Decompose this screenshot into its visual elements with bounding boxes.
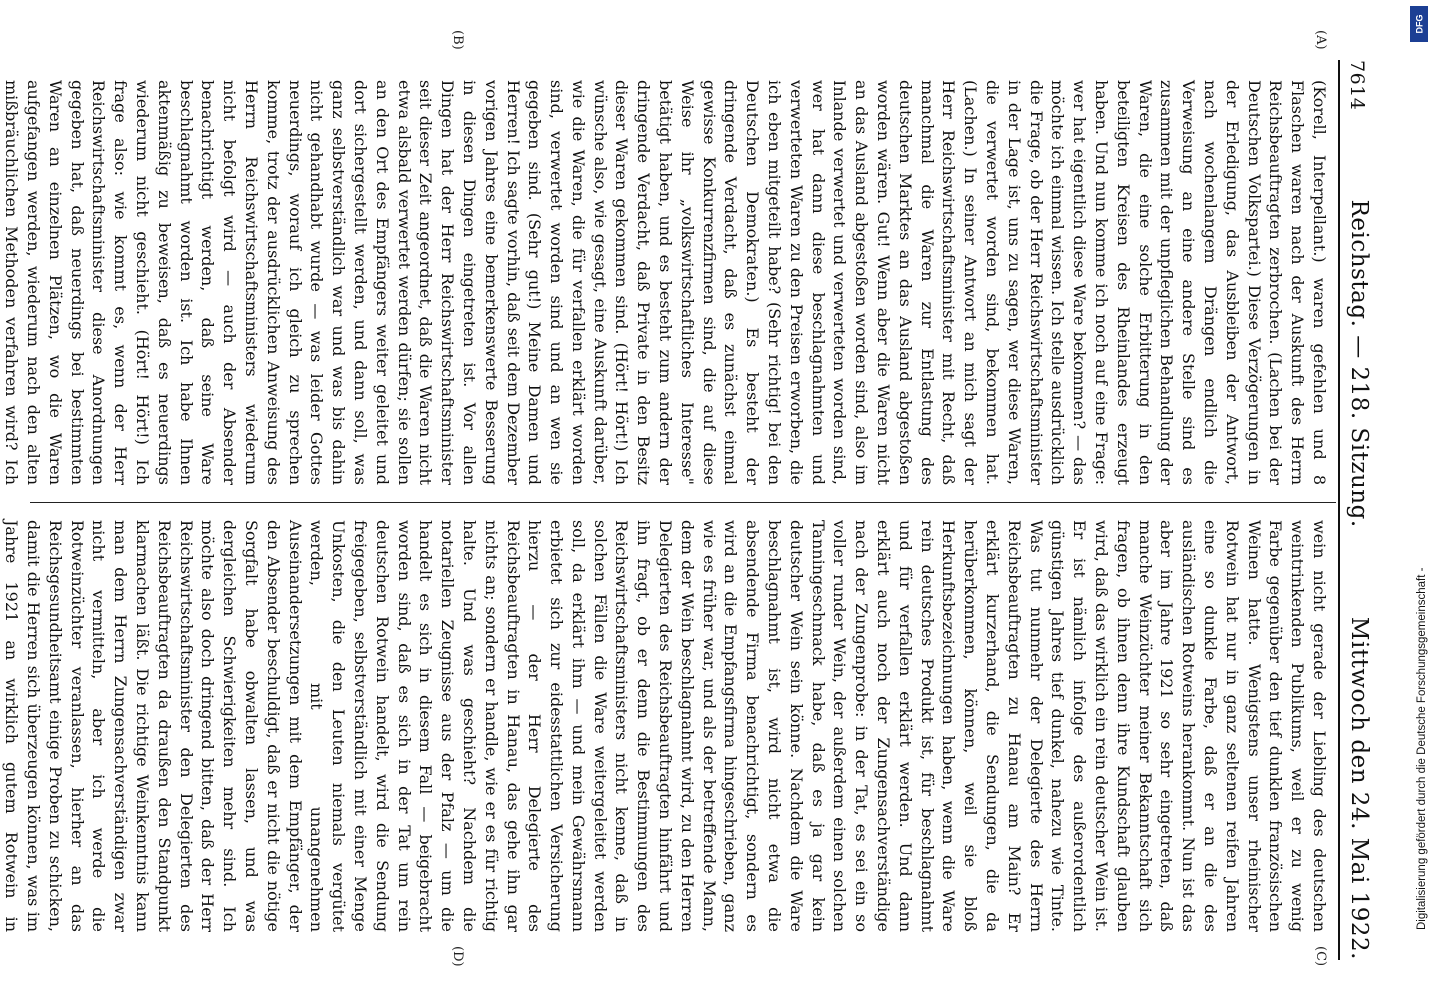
right-column-text: wein nicht gerade der Liebling des deutschen weintrinkenden Publikums, weil er zu wenig Farbe gegenüber den tief dunklen französischen Weinen hatte. Wenigstens unser rheinischer Rotwein hat nur in ganz seltenen reifen Jahren eine so dunkle Farbe, daß er an die des ausländischen Rotweins herankommt. Nun ist das aber im Jahre 1921 so sehr eingetreten, daß manche Weinzüchter meiner Bekanntschaft sich fragen, ob ihnen denn ihre Kundschaft glauben wird, daß das wirklich ein rein deutscher Wein ist. Er ist nämlich infolge des außerordentlich günstigen Jahres tief dunkel, nahezu wie Tinte. Was tut nunmehr der Delegierte des Herrn Reichsbeauftragten zu Hanau am Main? Er erklärt kurzerhand, die Sendungen, die da herüberkommen, können, weil sie bloß Herkunftsbezeichnungen haben, wenn die Ware rein deutsches Produkt ist, für beschlagnahmt und für verfallen erklärt werden. Und dann erklärt auch noch der Zungensachverständige nach der Zungenprobe: in der Tat, es sei ein so voller runder Wein, der außerdem einen solchen Tanningeschmack habe, daß es ja gar kein deutscher Wein sein könne. Nachdem die Ware beschlagnahmt ist, wird nicht etwa die absendende Firma benachrichtigt, sondern es wird an die Empfangsfirma hingeschrieben, ganz wie es früher war, und als der betreffende Mann, dem der Wein beschlagnahmt wird, zu den Herren Delegierten des Reichsbeauftragten hinfährt und ihn fragt, ob er denn die Bestimmungen des Reichswirtschaftsministers nicht kenne, daß in solchen Fällen die Ware weitergeleitet werden soll, da erklärt ihm — und mein Gewährsmann erbietet sich zur eidesstattlichen Versicherung hierzu — der Herr Delegierte des Reichsbeauftragten in Hanau, das gehe ihn gar nichts an; sondern er handle, wie er es für richtig halte. Und was geschieht? Nachdem die notariellen Zeugnisse aus der Pfalz — um die handelt es sich in diesem Fall — beigebracht worden sind, daß es sich in der Tat um rein deutschen Rotwein handelt, wird die Sendung freigegeben, selbstverständlich mit einer Menge Unkosten, die den Leuten niemals vergütet werden, mit unangenehmen Auseinandersetzungen mit dem Empfänger, der den Absender beschuldigt, daß er nicht die nötige Sorgfalt habe obwalten lassen, und was dergleichen Schwierigkeiten mehr sind. Ich möchte also doch dringend bitten, daß der Herr Reichswirtschaftsminister den Delegierten des Reichsbeauftragten da draußen den Standpunkt klarmachen läßt. Die richtige Weinkenntnis kann man dem Herrn Zungensachverständigen zwar nicht vermitteln, aber ich werde die Rotweinzüchter veranlassen, hierher an das Reichsgesundheitsamt einige Proben zu schicken, damit die Herren sich überzeugen können, was im Jahre 1921 an wirklich gutem Rotwein in	[2, 520, 1329, 932]
right-column	[2, 520, 1330, 932]
dfg-logo-text: DFG	[1414, 14, 1424, 34]
header-rule	[1338, 60, 1340, 960]
header-title-right: Mittwoch den 24. Mai 1922.	[1346, 616, 1372, 960]
left-column	[2, 80, 1330, 485]
column-divider	[30, 502, 1336, 503]
margin-letter-b: (B)	[450, 30, 465, 50]
margin-letter-c: (C)	[1313, 946, 1328, 967]
digitization-notice: Digitalisierung gefördert durch die Deutsche Forschungsgemeinschaft -	[1416, 567, 1428, 930]
left-column-text: (Korell, Interpellant.) waren gefehlen und 8 Flaschen waren nach der Auskunft des Herrn Reichsbeauftragten zerbrochen. (Lachen bei der Deutschen Volkspartei.) Diese Verzögerungen in der Erledigung, das Ausbleiben der Antwort, nach wochenlangem Drängen endlich die Verweisung an eine andere Stelle sind es zusammen mit der unpfleglichen Behandlung der Waren, die eine solche Erbitterung in den beteiligten Kreisen des Rheinlandes erzeugt haben. Und nun komme ich noch auf eine Frage: wer hat eigentlich diese Ware bekommen? — das möchte ich einmal wissen. Ich stelle ausdrücklich die Frage, ob der Herr Reichswirtschaftsminister in der Lage ist, uns zu sagen, wer diese Waren, die verwertet worden sind, bekommen hat. (Lachen.) In seiner Antwort an mich sagt der Herr Reichswirtschaftsminister mit Recht, daß manchmal die Waren zur Entlastung des deutschen Marktes an das Ausland abgestoßen worden wären. Gut! Wenn aber die Waren nicht an das Ausland abgestoßen worden sind, also im Inlande verwertet und verwerteten worden sind, wer hat dann diese beschlagnahmten und verwerteten Waren zu den Preisen erworben, die ich eben mitgeteilt habe? (Sehr richtig! bei den Deutschen Demokraten.) Es besteht der dringende Verdacht, daß es zunächst einmal gewisse Konkurrenzfirmen sind, die auf diese Weise ihr „volkswirtschaftliches Interesse" betätigt haben, und es besteht zum andern der dringende Verdacht, daß Private in den Besitz dieser Waren gekommen sind. (Hört! Hört!) Ich wünsche also, wie gesagt, eine Auskunft darüber, wie die Waren, die für verfallen erklärt worden sind, verwertet worden sind und an wen sie gegeben sind. (Sehr gut!) Meine Damen und Herren! Ich sagte vorhin, daß seit dem Dezember vorigen Jahres eine bemerkenswerte Besserung in diesen Dingen eingetreten ist. Vor allen Dingen hat der Herr Reichswirtschaftsminister seit dieser Zeit angeordnet, daß die Waren nicht etwa alsbald verwertet werden dürfen; sie sollen an den Ort des Empfängers weiter geleitet und dort sichergestellt werden, und dann soll, was ganz selbstverständlich war und was bis dahin nicht gehandhabt wurde — was leider Gottes neuerdings, worauf ich gleich zu sprechen komme, trotz der ausdrücklichen Anweisung des Herrn Reichswirtschaftsministers wiederum nicht befolgt wird — auch der Absender benachrichtigt werden, daß seine Ware beschlagnahmt worden ist. Ich habe Ihnen aktenmäßig zu beweisen, daß es neuerdings wiederum nicht geschieht. (Hört! Hört!) Ich frage also: wie kommt es, wenn der Herr Reichswirtschaftsminister diese Anordnungen gegeben hat, daß neuerdings bei bestimmten Waren an einzelnen Plätzen, wo die Waren aufgefangen werden, wiederum nach den alten mißbräuchlichen Methoden verfahren wird? Ich	[2, 80, 1329, 485]
page-header	[1346, 60, 1386, 960]
margin-letter-d: (D)	[450, 946, 465, 967]
header-title-left: Reichstag. — 218. Sitzung.	[1346, 199, 1372, 528]
page-number: 7614	[1346, 60, 1368, 111]
margin-letter-a: (A)	[1313, 30, 1328, 50]
